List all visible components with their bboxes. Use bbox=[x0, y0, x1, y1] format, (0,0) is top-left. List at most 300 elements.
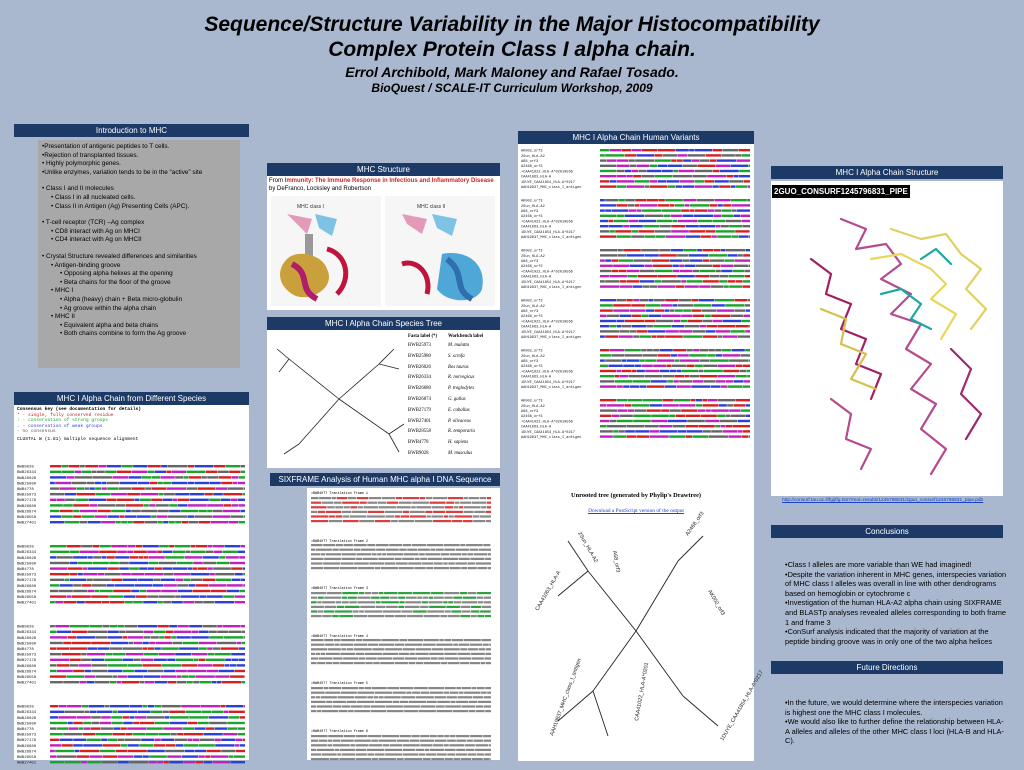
sequence-segment bbox=[128, 636, 144, 638]
sequence-segment bbox=[642, 209, 661, 211]
sixframe-residues bbox=[398, 520, 414, 522]
sequence-segment bbox=[600, 180, 610, 182]
sequence-segment bbox=[198, 722, 209, 724]
sequence-segment bbox=[616, 185, 626, 187]
sixframe-residues bbox=[311, 687, 323, 689]
sequence-segment bbox=[647, 385, 665, 387]
sixframe-residues bbox=[398, 592, 412, 594]
variant-seq-label: AAH19837_MHC_class_I_antigen bbox=[521, 285, 581, 290]
sequence-segment bbox=[210, 755, 228, 757]
sequence-segment bbox=[650, 165, 658, 167]
sixframe-residues bbox=[376, 544, 389, 546]
sequence-segment bbox=[718, 335, 723, 337]
sequence-segment bbox=[60, 739, 73, 741]
sequence-segment bbox=[63, 642, 71, 644]
sixframe-residues bbox=[443, 601, 447, 603]
sixframe-residues bbox=[350, 506, 357, 508]
sixframe-residues bbox=[375, 701, 393, 703]
sixframe-residues bbox=[372, 592, 378, 594]
sixframe-residues bbox=[449, 515, 454, 517]
sixframe-residues bbox=[429, 596, 434, 598]
workshop-label: / SCALE-IT Curriculum Workshop, 2009 bbox=[425, 81, 653, 95]
sequence-segment bbox=[58, 705, 66, 707]
sequence-segment bbox=[50, 521, 64, 523]
sequence-segment bbox=[101, 521, 115, 523]
sequence-segment bbox=[644, 235, 655, 237]
sixframe-residues bbox=[371, 710, 386, 712]
sequence-segment bbox=[106, 584, 114, 586]
sequence-segment bbox=[78, 562, 92, 564]
sixframe-residues bbox=[464, 510, 474, 512]
intro-bullet: • CD8 interact with Ag on MHCI bbox=[42, 228, 236, 237]
sixframe-residues bbox=[456, 739, 466, 741]
sequence-segment bbox=[134, 670, 147, 672]
sixframe-residues bbox=[481, 639, 491, 641]
sequence-segment bbox=[68, 567, 82, 569]
species-tree-header: MHC I Alpha Chain Species Tree bbox=[267, 317, 500, 330]
sixframe-residues bbox=[412, 501, 429, 503]
sequence-segment bbox=[600, 359, 605, 361]
sequence-segment bbox=[220, 705, 225, 707]
sixframe-residues bbox=[407, 549, 417, 551]
sequence-segment bbox=[622, 370, 632, 372]
sequence-segment bbox=[90, 727, 100, 729]
sequence-segment bbox=[199, 521, 210, 523]
sequence-segment bbox=[221, 739, 235, 741]
sixframe-residues bbox=[371, 705, 385, 707]
sixframe-residues bbox=[399, 567, 414, 569]
sequence-segment bbox=[605, 359, 621, 361]
sixframe-residues bbox=[334, 639, 341, 641]
sixframe-residues bbox=[487, 506, 491, 508]
sixframe-residues bbox=[470, 662, 481, 664]
consurf-url-link[interactable]: http://consurf.tau.ac.il/fgij/fg.htm?mol=results/1245796831/2guo_consurf1245796831_pipe.pdb bbox=[782, 498, 983, 503]
sixframe-residues bbox=[357, 601, 375, 603]
sixframe-residues bbox=[406, 596, 417, 598]
sequence-segment bbox=[712, 304, 725, 306]
sequence-segment bbox=[618, 409, 628, 411]
sequence-segment bbox=[689, 254, 708, 256]
sequence-segment bbox=[163, 567, 173, 569]
sequence-segment bbox=[221, 647, 239, 649]
sixframe-residues bbox=[423, 596, 428, 598]
sequence-segment bbox=[73, 744, 83, 746]
intro-bullet: • T-cell receptor (TCR) –Ag complex bbox=[42, 219, 236, 228]
sequence-segment bbox=[657, 335, 665, 337]
sixframe-residues bbox=[416, 649, 432, 651]
sixframe-residues bbox=[462, 610, 470, 612]
sixframe-residues bbox=[416, 506, 431, 508]
sixframe-residues bbox=[430, 501, 446, 503]
sixframe-residues bbox=[420, 735, 429, 737]
sequence-segment bbox=[176, 744, 184, 746]
sixframe-residues bbox=[337, 606, 344, 608]
species-seq-label: BWB27401 bbox=[17, 682, 37, 686]
sequence-segment bbox=[666, 330, 679, 332]
sequence-segment bbox=[148, 471, 154, 473]
sequence-segment bbox=[62, 653, 81, 655]
sequence-segment bbox=[616, 385, 622, 387]
sixframe-sequence bbox=[311, 592, 496, 622]
sequence-segment bbox=[55, 750, 74, 752]
sequence-segment bbox=[152, 584, 163, 586]
sequence-segment bbox=[662, 280, 681, 282]
sequence-segment bbox=[212, 647, 220, 649]
sixframe-residues bbox=[430, 735, 437, 737]
sixframe-residues bbox=[463, 520, 473, 522]
sequence-segment bbox=[632, 325, 646, 327]
sequence-segment bbox=[658, 204, 669, 206]
sequence-segment bbox=[721, 265, 734, 267]
species-seq-label: BWB28558 bbox=[17, 676, 37, 680]
sequence-segment bbox=[187, 670, 206, 672]
sequence-segment bbox=[191, 636, 209, 638]
sequence-segment bbox=[626, 185, 644, 187]
sixframe-residues bbox=[441, 662, 447, 664]
sixframe-residues bbox=[317, 748, 334, 750]
sequence-segment bbox=[711, 430, 722, 432]
sequence-segment bbox=[658, 199, 664, 201]
sixframe-residues bbox=[374, 696, 378, 698]
sequence-segment bbox=[718, 399, 736, 401]
sequence-segment bbox=[203, 601, 214, 603]
sixframe-residues bbox=[356, 653, 365, 655]
sequence-segment bbox=[708, 399, 718, 401]
species-table-row bbox=[408, 427, 498, 438]
sequence-segment bbox=[712, 149, 722, 151]
sixframe-residues bbox=[311, 610, 317, 612]
sequence-segment bbox=[143, 601, 157, 603]
sequence-segment bbox=[167, 659, 175, 661]
sixframe-residues bbox=[469, 701, 477, 703]
sequence-segment bbox=[50, 493, 64, 495]
sixframe-residues bbox=[328, 735, 343, 737]
sequence-segment bbox=[202, 579, 215, 581]
sequence-segment bbox=[157, 551, 162, 553]
sequence-segment bbox=[104, 659, 122, 661]
sequence-segment bbox=[734, 265, 748, 267]
sequence-segment bbox=[159, 636, 164, 638]
sequence-segment bbox=[605, 154, 624, 156]
sequence-segment bbox=[193, 567, 198, 569]
sequence-segment bbox=[683, 259, 689, 261]
sequence-segment bbox=[212, 761, 230, 763]
sequence-segment bbox=[665, 299, 678, 301]
sixframe-residues bbox=[359, 610, 364, 612]
sixframe-residues bbox=[401, 610, 412, 612]
sixframe-residues bbox=[339, 549, 353, 551]
sequence-segment bbox=[207, 647, 212, 649]
sequence-segment bbox=[653, 349, 659, 351]
sequence-segment bbox=[70, 647, 88, 649]
sequence-segment bbox=[50, 590, 58, 592]
sequence-segment bbox=[210, 482, 221, 484]
sixframe-residues bbox=[431, 592, 444, 594]
sequence-segment bbox=[73, 515, 81, 517]
sequence-segment bbox=[88, 705, 104, 707]
sequence-segment bbox=[163, 499, 173, 501]
sequence-segment bbox=[736, 185, 747, 187]
sequence-segment bbox=[613, 435, 626, 437]
sequence-segment bbox=[106, 499, 116, 501]
sixframe-residues bbox=[311, 501, 321, 503]
sequence-segment bbox=[209, 631, 217, 633]
sequence-segment bbox=[600, 254, 618, 256]
sixframe-residues bbox=[410, 739, 420, 741]
sequence-segment bbox=[110, 681, 116, 683]
sequence-segment bbox=[60, 510, 73, 512]
sequence-segment bbox=[721, 249, 726, 251]
sequence-segment bbox=[229, 471, 240, 473]
sequence-segment bbox=[742, 154, 750, 156]
species-seq-label: BWB4778 bbox=[17, 728, 34, 732]
sequence-segment bbox=[719, 404, 727, 406]
sequence-segment bbox=[640, 270, 654, 272]
sequence-segment bbox=[215, 744, 234, 746]
sequence-segment bbox=[676, 285, 684, 287]
tree-leaf-label: 1DUYE_CAA41854_HLA-A*0217 bbox=[720, 670, 765, 742]
sequence-segment bbox=[217, 625, 222, 627]
sequence-segment bbox=[238, 521, 245, 523]
sixframe-residues bbox=[342, 601, 349, 603]
tree-branch bbox=[588, 571, 636, 631]
sixframe-residues bbox=[333, 739, 341, 741]
sequence-segment bbox=[121, 744, 127, 746]
species-seq-label: BWB27179 bbox=[17, 579, 37, 583]
sequence-segment bbox=[118, 761, 129, 763]
sixframe-residues bbox=[311, 558, 324, 560]
conclusions-bullet: •Despite the variation inherent in MHC genes, interspecies variation of MHC class I alleles was overall in line with other dendrograms based on hemoglobin or cytochrome c bbox=[783, 570, 1007, 599]
sequence-segment bbox=[731, 315, 744, 317]
sequence-segment bbox=[714, 180, 728, 182]
sixframe-residues bbox=[341, 563, 354, 565]
sequence-segment bbox=[155, 722, 169, 724]
sequence-segment bbox=[616, 320, 624, 322]
sequence-segment bbox=[613, 309, 629, 311]
sequence-segment bbox=[109, 595, 123, 597]
sequence-segment bbox=[640, 335, 651, 337]
sequence-segment bbox=[50, 705, 58, 707]
variant-seq-label: +CAA41022_HLA-A*02010566 bbox=[521, 169, 573, 174]
sequence-segment bbox=[58, 716, 76, 718]
sequence-segment bbox=[615, 380, 633, 382]
consensus-key-line: - no consensus bbox=[17, 429, 246, 435]
sixframe-residues bbox=[425, 748, 429, 750]
species-seq-label: BWB26874 bbox=[17, 750, 37, 754]
sequence-segment bbox=[134, 755, 142, 757]
sixframe-residues bbox=[447, 739, 456, 741]
sequence-segment bbox=[610, 420, 616, 422]
sequence-segment bbox=[119, 562, 129, 564]
sequence-segment bbox=[641, 349, 646, 351]
sequence-segment bbox=[600, 435, 613, 437]
sequence-segment bbox=[612, 354, 625, 356]
sequence-segment bbox=[600, 309, 613, 311]
sixframe-residues bbox=[429, 601, 443, 603]
sequence-segment bbox=[131, 590, 139, 592]
sequence-segment bbox=[600, 199, 605, 201]
sequence-segment bbox=[608, 225, 622, 227]
sequence-segment bbox=[739, 149, 750, 151]
species-seq-label: BWB9028 bbox=[17, 626, 34, 630]
sequence-segment bbox=[166, 471, 171, 473]
sequence-segment bbox=[600, 409, 618, 411]
sequence-segment bbox=[50, 551, 69, 553]
sequence-segment bbox=[671, 249, 684, 251]
sequence-segment bbox=[715, 209, 721, 211]
sixframe-residues bbox=[482, 606, 491, 608]
sixframe-residues bbox=[333, 705, 341, 707]
sixframe-sequence bbox=[311, 639, 496, 669]
sequence-segment bbox=[706, 325, 717, 327]
sequence-segment bbox=[66, 675, 84, 677]
sequence-segment bbox=[191, 551, 205, 553]
sequence-segment bbox=[693, 315, 704, 317]
sequence-segment bbox=[147, 750, 165, 752]
sixframe-residues bbox=[437, 735, 443, 737]
species-name: P. troglodytes bbox=[448, 384, 498, 395]
sequence-segment bbox=[65, 493, 76, 495]
sixframe-residues bbox=[477, 753, 484, 755]
sequence-segment bbox=[647, 325, 653, 327]
sixframe-residues bbox=[352, 510, 367, 512]
variant-seq-label: CAA41063_HLA-A bbox=[521, 326, 552, 330]
variant-seq-label: 2Sun_HLA-A2 bbox=[521, 155, 545, 159]
sequence-segment bbox=[182, 755, 198, 757]
sequence-segment bbox=[696, 265, 712, 267]
sixframe-residues bbox=[401, 515, 410, 517]
sixframe-residues bbox=[385, 748, 402, 750]
sixframe-residues bbox=[403, 748, 415, 750]
sequence-segment bbox=[600, 185, 616, 187]
sequence-segment bbox=[662, 170, 673, 172]
sequence-segment bbox=[697, 249, 702, 251]
sixframe-residues bbox=[335, 515, 342, 517]
sequence-segment bbox=[749, 235, 750, 237]
sequence-segment bbox=[742, 435, 748, 437]
fasta-label: BWB25980 bbox=[408, 352, 448, 363]
sequence-segment bbox=[107, 482, 120, 484]
sequence-segment bbox=[241, 471, 245, 473]
sequence-segment bbox=[673, 270, 679, 272]
sequence-segment bbox=[660, 225, 671, 227]
sixframe-residues bbox=[472, 501, 486, 503]
sixframe-residues bbox=[450, 735, 455, 737]
sequence-segment bbox=[636, 165, 649, 167]
sixframe-residues bbox=[316, 653, 320, 655]
sequence-segment bbox=[706, 409, 711, 411]
sequence-segment bbox=[642, 149, 658, 151]
sequence-segment bbox=[217, 631, 228, 633]
sixframe-residues bbox=[422, 601, 428, 603]
sequence-segment bbox=[123, 579, 137, 581]
intro-bullet: • Antigen-binding groove bbox=[42, 262, 236, 271]
intro-bullet: • Crystal Structure revealed differences and similarities bbox=[42, 253, 236, 262]
sixframe-residues bbox=[385, 753, 402, 755]
sequence-segment bbox=[642, 175, 655, 177]
sequence-segment bbox=[72, 642, 91, 644]
intro-bullet: • Ag groove within the alpha chain bbox=[42, 305, 236, 314]
sequence-segment bbox=[680, 180, 694, 182]
sixframe-residues bbox=[464, 497, 468, 499]
sequence-segment bbox=[653, 365, 666, 367]
intro-spacer bbox=[42, 211, 236, 219]
sixframe-residues bbox=[408, 563, 421, 565]
sequence-segment bbox=[700, 235, 711, 237]
sequence-segment bbox=[88, 647, 98, 649]
sequence-segment bbox=[179, 647, 198, 649]
sixframe-residues bbox=[434, 563, 443, 565]
sixframe-residues bbox=[363, 558, 378, 560]
sequence-segment bbox=[172, 471, 186, 473]
sequence-segment bbox=[133, 465, 147, 467]
sixframe-residues bbox=[398, 596, 405, 598]
sequence-segment bbox=[711, 385, 721, 387]
sequence-segment bbox=[50, 595, 66, 597]
sequence-segment bbox=[600, 230, 610, 232]
sequence-segment bbox=[235, 670, 245, 672]
sixframe-residues bbox=[311, 753, 321, 755]
sequence-segment bbox=[80, 750, 99, 752]
sequence-segment bbox=[244, 636, 245, 638]
sequence-segment bbox=[645, 359, 656, 361]
sixframe-residues bbox=[336, 601, 342, 603]
species-table-row bbox=[408, 384, 498, 395]
sequence-segment bbox=[158, 521, 163, 523]
sequence-segment bbox=[50, 744, 61, 746]
sixframe-residues bbox=[454, 506, 459, 508]
sixframe-residues bbox=[461, 758, 471, 760]
sequence-segment bbox=[221, 499, 231, 501]
sequence-segment bbox=[70, 625, 89, 627]
sequence-segment bbox=[207, 510, 212, 512]
sequence-segment bbox=[196, 761, 204, 763]
sequence-segment bbox=[722, 215, 733, 217]
sequence-segment bbox=[102, 556, 107, 558]
sixframe-residues bbox=[321, 553, 325, 555]
sequence-segment bbox=[101, 716, 111, 718]
sequence-segment bbox=[684, 249, 697, 251]
sequence-segment bbox=[662, 399, 673, 401]
sequence-segment bbox=[628, 409, 634, 411]
sequence-segment bbox=[178, 499, 189, 501]
sequence-segment bbox=[84, 675, 95, 677]
sequence-segment bbox=[227, 590, 240, 592]
sequence-segment bbox=[637, 209, 642, 211]
sequence-segment bbox=[127, 727, 146, 729]
sequence-segment bbox=[671, 215, 682, 217]
sequence-segment bbox=[734, 380, 744, 382]
sixframe-residues bbox=[376, 606, 386, 608]
sequence-segment bbox=[147, 551, 157, 553]
sequence-segment bbox=[708, 349, 714, 351]
sequence-segment bbox=[655, 159, 671, 161]
sequence-segment bbox=[111, 545, 127, 547]
species-seq-label: BWB27179 bbox=[17, 499, 37, 503]
sequence-segment bbox=[676, 159, 682, 161]
download-postscript-link[interactable]: Download a PostScript version of the output bbox=[518, 508, 754, 514]
sequence-segment bbox=[108, 631, 119, 633]
variants-header: MHC I Alpha Chain Human Variants bbox=[518, 131, 754, 144]
sixframe-residues bbox=[419, 753, 425, 755]
variant-seq-label: 2Sun_HLA-A2 bbox=[521, 305, 545, 309]
sequence-segment bbox=[240, 579, 245, 581]
sequence-segment bbox=[113, 653, 126, 655]
sequence-segment bbox=[742, 385, 750, 387]
species-seq-label: BWB9028 bbox=[17, 466, 34, 470]
sixframe-residues bbox=[311, 701, 326, 703]
sequence-segment bbox=[635, 180, 649, 182]
